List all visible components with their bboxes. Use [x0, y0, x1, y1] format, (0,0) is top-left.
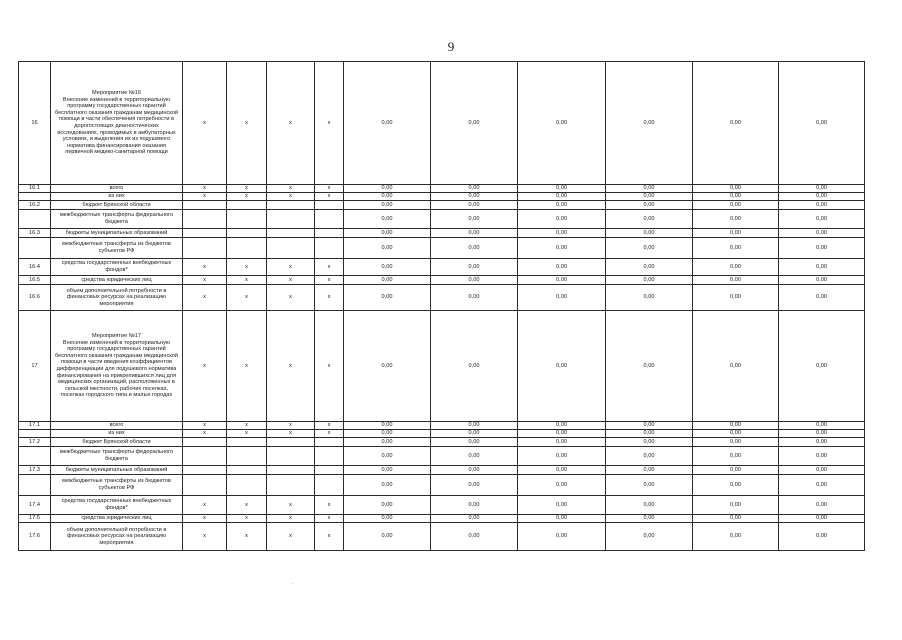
- value-cell: 0,00: [606, 193, 693, 201]
- x-mark-cell: [315, 447, 344, 466]
- x-mark-cell: x: [315, 422, 344, 430]
- value-cell: 0,00: [606, 430, 693, 438]
- value-cell: 0,00: [779, 475, 865, 496]
- table-row: [19, 201, 865, 210]
- table-row: [19, 276, 865, 285]
- row-number-cell: 16.5: [19, 276, 51, 285]
- x-mark-cell: x: [227, 422, 267, 430]
- value-cell: 0,00: [431, 276, 518, 285]
- table-row: [19, 430, 865, 438]
- value-cell: 0,00: [431, 466, 518, 475]
- description-cell: из них: [51, 430, 183, 438]
- value-cell: 0,00: [779, 62, 865, 185]
- value-cell: 0,00: [344, 238, 431, 259]
- value-cell: 0,00: [693, 193, 779, 201]
- x-mark-cell: [267, 447, 315, 466]
- x-mark-cell: x: [227, 515, 267, 523]
- value-cell: 0,00: [693, 430, 779, 438]
- value-cell: 0,00: [693, 285, 779, 311]
- value-cell: 0,00: [431, 229, 518, 238]
- x-mark-cell: [315, 475, 344, 496]
- x-mark-cell: x: [183, 62, 227, 185]
- description-cell: средства государственных внебюджетных фондов*: [51, 259, 183, 276]
- value-cell: 0,00: [431, 311, 518, 422]
- value-cell: 0,00: [344, 438, 431, 447]
- value-cell: 0,00: [606, 276, 693, 285]
- value-cell: 0,00: [431, 496, 518, 515]
- x-mark-cell: [267, 229, 315, 238]
- description-cell: бюджеты муниципальных образований: [51, 466, 183, 475]
- value-cell: 0,00: [606, 466, 693, 475]
- value-cell: 0,00: [606, 62, 693, 185]
- value-cell: 0,00: [344, 422, 431, 430]
- value-cell: 0,00: [518, 496, 606, 515]
- row-number-cell: [19, 447, 51, 466]
- x-mark-cell: x: [315, 523, 344, 551]
- x-mark-cell: [227, 475, 267, 496]
- value-cell: 0,00: [779, 466, 865, 475]
- value-cell: 0,00: [779, 185, 865, 193]
- value-cell: 0,00: [431, 185, 518, 193]
- value-cell: 0,00: [606, 210, 693, 229]
- x-mark-cell: x: [183, 185, 227, 193]
- value-cell: 0,00: [779, 438, 865, 447]
- value-cell: 0,00: [779, 201, 865, 210]
- row-number-cell: [19, 430, 51, 438]
- x-mark-cell: [267, 466, 315, 475]
- value-cell: 0,00: [779, 496, 865, 515]
- x-mark-cell: x: [267, 523, 315, 551]
- description-cell: средства юридических лиц: [51, 515, 183, 523]
- row-number-cell: [19, 210, 51, 229]
- description-cell: межбюджетные трансферты федерального бюджета: [51, 210, 183, 229]
- row-number-cell: 16: [19, 62, 51, 185]
- description-cell: объем дополнительной потребности в финансовых ресурсах на реализацию мероприятия: [51, 285, 183, 311]
- x-mark-cell: [267, 238, 315, 259]
- value-cell: 0,00: [518, 515, 606, 523]
- x-mark-cell: x: [315, 311, 344, 422]
- value-cell: 0,00: [693, 466, 779, 475]
- table-row: [19, 259, 865, 276]
- value-cell: 0,00: [344, 523, 431, 551]
- table-row: [19, 62, 865, 185]
- value-cell: 0,00: [779, 229, 865, 238]
- value-cell: 0,00: [779, 193, 865, 201]
- value-cell: 0,00: [518, 62, 606, 185]
- table-row: [19, 185, 865, 193]
- value-cell: 0,00: [518, 447, 606, 466]
- value-cell: 0,00: [344, 259, 431, 276]
- x-mark-cell: x: [183, 276, 227, 285]
- value-cell: 0,00: [518, 466, 606, 475]
- x-mark-cell: x: [267, 496, 315, 515]
- description-cell: межбюджетные трансферты из бюджетов субъектов РФ: [51, 475, 183, 496]
- value-cell: 0,00: [779, 276, 865, 285]
- description-cell: средства юридических лиц: [51, 276, 183, 285]
- value-cell: 0,00: [518, 259, 606, 276]
- x-mark-cell: [227, 238, 267, 259]
- table-row: [19, 515, 865, 523]
- description-cell: межбюджетные трансферты из бюджетов субъектов РФ: [51, 238, 183, 259]
- value-cell: 0,00: [693, 201, 779, 210]
- value-cell: 0,00: [431, 422, 518, 430]
- x-mark-cell: [183, 229, 227, 238]
- value-cell: 0,00: [431, 238, 518, 259]
- value-cell: 0,00: [779, 422, 865, 430]
- x-mark-cell: [315, 201, 344, 210]
- value-cell: 0,00: [779, 430, 865, 438]
- value-cell: 0,00: [518, 185, 606, 193]
- x-mark-cell: [183, 238, 227, 259]
- x-mark-cell: x: [227, 62, 267, 185]
- value-cell: 0,00: [518, 210, 606, 229]
- x-mark-cell: [183, 447, 227, 466]
- value-cell: 0,00: [518, 523, 606, 551]
- x-mark-cell: x: [315, 285, 344, 311]
- x-mark-cell: x: [183, 496, 227, 515]
- value-cell: 0,00: [518, 311, 606, 422]
- value-cell: 0,00: [693, 422, 779, 430]
- row-number-cell: 17: [19, 311, 51, 422]
- x-mark-cell: x: [183, 523, 227, 551]
- value-cell: 0,00: [693, 62, 779, 185]
- value-cell: 0,00: [344, 311, 431, 422]
- value-cell: 0,00: [344, 447, 431, 466]
- x-mark-cell: [183, 475, 227, 496]
- table-row: [19, 285, 865, 311]
- table-row: [19, 475, 865, 496]
- x-mark-cell: x: [315, 259, 344, 276]
- budget-table: [18, 61, 865, 551]
- x-mark-cell: x: [267, 285, 315, 311]
- value-cell: 0,00: [431, 438, 518, 447]
- value-cell: 0,00: [344, 475, 431, 496]
- x-mark-cell: x: [315, 430, 344, 438]
- x-mark-cell: x: [227, 259, 267, 276]
- description-cell: бюджеты муниципальных образований: [51, 229, 183, 238]
- value-cell: 0,00: [344, 193, 431, 201]
- x-mark-cell: x: [227, 523, 267, 551]
- value-cell: 0,00: [606, 447, 693, 466]
- description-cell: межбюджетные трансферты федерального бюджета: [51, 447, 183, 466]
- x-mark-cell: [227, 466, 267, 475]
- x-mark-cell: x: [183, 285, 227, 311]
- x-mark-cell: [315, 238, 344, 259]
- table-row: [19, 523, 865, 551]
- x-mark-cell: [267, 201, 315, 210]
- row-number-cell: 17.1: [19, 422, 51, 430]
- table-row: [19, 422, 865, 430]
- description-cell: всего: [51, 185, 183, 193]
- value-cell: 0,00: [518, 285, 606, 311]
- x-mark-cell: x: [227, 185, 267, 193]
- x-mark-cell: [227, 438, 267, 447]
- x-mark-cell: x: [183, 311, 227, 422]
- value-cell: 0,00: [344, 496, 431, 515]
- value-cell: 0,00: [344, 62, 431, 185]
- x-mark-cell: x: [183, 430, 227, 438]
- x-mark-cell: [227, 229, 267, 238]
- value-cell: 0,00: [606, 438, 693, 447]
- value-cell: 0,00: [344, 185, 431, 193]
- value-cell: 0,00: [779, 285, 865, 311]
- x-mark-cell: x: [227, 496, 267, 515]
- row-number-cell: 17.3: [19, 466, 51, 475]
- x-mark-cell: [267, 438, 315, 447]
- x-mark-cell: x: [315, 276, 344, 285]
- description-cell: из них: [51, 193, 183, 201]
- x-mark-cell: [315, 229, 344, 238]
- value-cell: 0,00: [779, 311, 865, 422]
- value-cell: 0,00: [606, 185, 693, 193]
- value-cell: 0,00: [344, 276, 431, 285]
- x-mark-cell: x: [267, 62, 315, 185]
- value-cell: 0,00: [344, 430, 431, 438]
- description-cell: Мероприятие №16 Внесение изменений в территориальную программу государственных гарантий бесплатного оказания гражданам медицинской помощи в части обеспечения потребности в дорогостоящих диагностических исследованиях, проводимых в амбулаторных условиях, и выделения их из подушевого норматива финансирования оказания первичной медико-санитарной помощи: [51, 62, 183, 185]
- value-cell: 0,00: [344, 229, 431, 238]
- table-row: [19, 238, 865, 259]
- value-cell: 0,00: [431, 475, 518, 496]
- x-mark-cell: [183, 210, 227, 229]
- x-mark-cell: x: [315, 496, 344, 515]
- value-cell: 0,00: [693, 523, 779, 551]
- x-mark-cell: x: [267, 276, 315, 285]
- value-cell: 0,00: [606, 523, 693, 551]
- x-mark-cell: [227, 201, 267, 210]
- description-cell: объем дополнительной потребности в финансовых ресурсах на реализацию мероприятия: [51, 523, 183, 551]
- row-number-cell: 16.2: [19, 201, 51, 210]
- value-cell: 0,00: [518, 276, 606, 285]
- value-cell: 0,00: [693, 185, 779, 193]
- x-mark-cell: x: [183, 422, 227, 430]
- value-cell: 0,00: [606, 496, 693, 515]
- value-cell: 0,00: [693, 210, 779, 229]
- table-row: [19, 447, 865, 466]
- x-mark-cell: x: [227, 430, 267, 438]
- value-cell: 0,00: [431, 447, 518, 466]
- row-number-cell: 17.5: [19, 515, 51, 523]
- row-number-cell: 17.4: [19, 496, 51, 515]
- row-number-cell: [19, 238, 51, 259]
- value-cell: 0,00: [606, 515, 693, 523]
- value-cell: 0,00: [431, 201, 518, 210]
- value-cell: 0,00: [606, 201, 693, 210]
- value-cell: 0,00: [693, 447, 779, 466]
- value-cell: 0,00: [606, 238, 693, 259]
- x-mark-cell: [183, 438, 227, 447]
- description-cell: всего: [51, 422, 183, 430]
- value-cell: 0,00: [693, 276, 779, 285]
- value-cell: 0,00: [431, 210, 518, 229]
- description-cell: средства государственных внебюджетных фондов*: [51, 496, 183, 515]
- x-mark-cell: x: [315, 193, 344, 201]
- value-cell: 0,00: [693, 438, 779, 447]
- value-cell: 0,00: [693, 259, 779, 276]
- x-mark-cell: x: [183, 193, 227, 201]
- value-cell: 0,00: [431, 259, 518, 276]
- value-cell: 0,00: [518, 193, 606, 201]
- x-mark-cell: x: [267, 311, 315, 422]
- value-cell: 0,00: [606, 285, 693, 311]
- value-cell: 0,00: [518, 475, 606, 496]
- x-mark-cell: x: [267, 430, 315, 438]
- x-mark-cell: x: [267, 193, 315, 201]
- x-mark-cell: x: [183, 515, 227, 523]
- stray-mark: .: [292, 580, 294, 586]
- x-mark-cell: [227, 447, 267, 466]
- x-mark-cell: x: [183, 259, 227, 276]
- x-mark-cell: [267, 210, 315, 229]
- x-mark-cell: [315, 210, 344, 229]
- value-cell: 0,00: [344, 201, 431, 210]
- row-number-cell: [19, 193, 51, 201]
- table-row: [19, 210, 865, 229]
- value-cell: 0,00: [606, 311, 693, 422]
- table-row: [19, 466, 865, 475]
- value-cell: 0,00: [606, 229, 693, 238]
- value-cell: 0,00: [518, 438, 606, 447]
- value-cell: 0,00: [606, 475, 693, 496]
- row-number-cell: 17.2: [19, 438, 51, 447]
- value-cell: 0,00: [779, 447, 865, 466]
- x-mark-cell: x: [227, 193, 267, 201]
- row-number-cell: 16.6: [19, 285, 51, 311]
- value-cell: 0,00: [431, 285, 518, 311]
- value-cell: 0,00: [344, 285, 431, 311]
- x-mark-cell: [315, 438, 344, 447]
- row-number-cell: 17.6: [19, 523, 51, 551]
- row-number-cell: 16.3: [19, 229, 51, 238]
- value-cell: 0,00: [344, 210, 431, 229]
- row-number-cell: 16.1: [19, 185, 51, 193]
- x-mark-cell: x: [267, 185, 315, 193]
- value-cell: 0,00: [693, 311, 779, 422]
- x-mark-cell: x: [267, 515, 315, 523]
- page-number: 9: [447, 39, 455, 54]
- value-cell: 0,00: [518, 430, 606, 438]
- table-row: [19, 496, 865, 515]
- value-cell: 0,00: [518, 238, 606, 259]
- x-mark-cell: x: [267, 259, 315, 276]
- x-mark-cell: [227, 210, 267, 229]
- value-cell: 0,00: [693, 229, 779, 238]
- description-cell: Мероприятие №17 Внесение изменений в территориальную программу государственных гарантий бесплатного оказания гражданам медицинской помощи в части введения коэффициентов дифференциации для подушевого норматива финансирования на прикрепившихся лиц для медицинских организаций, расположенных в сельской местности, рабочих поселках, поселках городского типа и малых городах: [51, 311, 183, 422]
- value-cell: 0,00: [693, 496, 779, 515]
- table-row: [19, 229, 865, 238]
- x-mark-cell: x: [227, 285, 267, 311]
- value-cell: 0,00: [779, 523, 865, 551]
- value-cell: 0,00: [431, 523, 518, 551]
- value-cell: 0,00: [693, 515, 779, 523]
- table-row: [19, 311, 865, 422]
- value-cell: 0,00: [344, 515, 431, 523]
- x-mark-cell: [183, 201, 227, 210]
- value-cell: 0,00: [344, 466, 431, 475]
- value-cell: 0,00: [518, 229, 606, 238]
- row-number-cell: 16.4: [19, 259, 51, 276]
- row-number-cell: [19, 475, 51, 496]
- x-mark-cell: [315, 466, 344, 475]
- description-cell: бюджет Брянской области: [51, 438, 183, 447]
- x-mark-cell: [267, 475, 315, 496]
- table-row: [19, 193, 865, 201]
- x-mark-cell: x: [315, 515, 344, 523]
- value-cell: 0,00: [431, 193, 518, 201]
- value-cell: 0,00: [606, 259, 693, 276]
- x-mark-cell: x: [315, 185, 344, 193]
- value-cell: 0,00: [431, 62, 518, 185]
- value-cell: 0,00: [779, 238, 865, 259]
- value-cell: 0,00: [431, 515, 518, 523]
- value-cell: 0,00: [518, 422, 606, 430]
- table-row: [19, 438, 865, 447]
- value-cell: 0,00: [693, 238, 779, 259]
- value-cell: 0,00: [779, 515, 865, 523]
- value-cell: 0,00: [518, 201, 606, 210]
- x-mark-cell: x: [227, 276, 267, 285]
- value-cell: 0,00: [693, 475, 779, 496]
- description-cell: бюджет Брянской области: [51, 201, 183, 210]
- value-cell: 0,00: [779, 210, 865, 229]
- value-cell: 0,00: [779, 259, 865, 276]
- value-cell: 0,00: [431, 430, 518, 438]
- x-mark-cell: x: [227, 311, 267, 422]
- x-mark-cell: x: [315, 62, 344, 185]
- value-cell: 0,00: [606, 422, 693, 430]
- x-mark-cell: [183, 466, 227, 475]
- x-mark-cell: x: [267, 422, 315, 430]
